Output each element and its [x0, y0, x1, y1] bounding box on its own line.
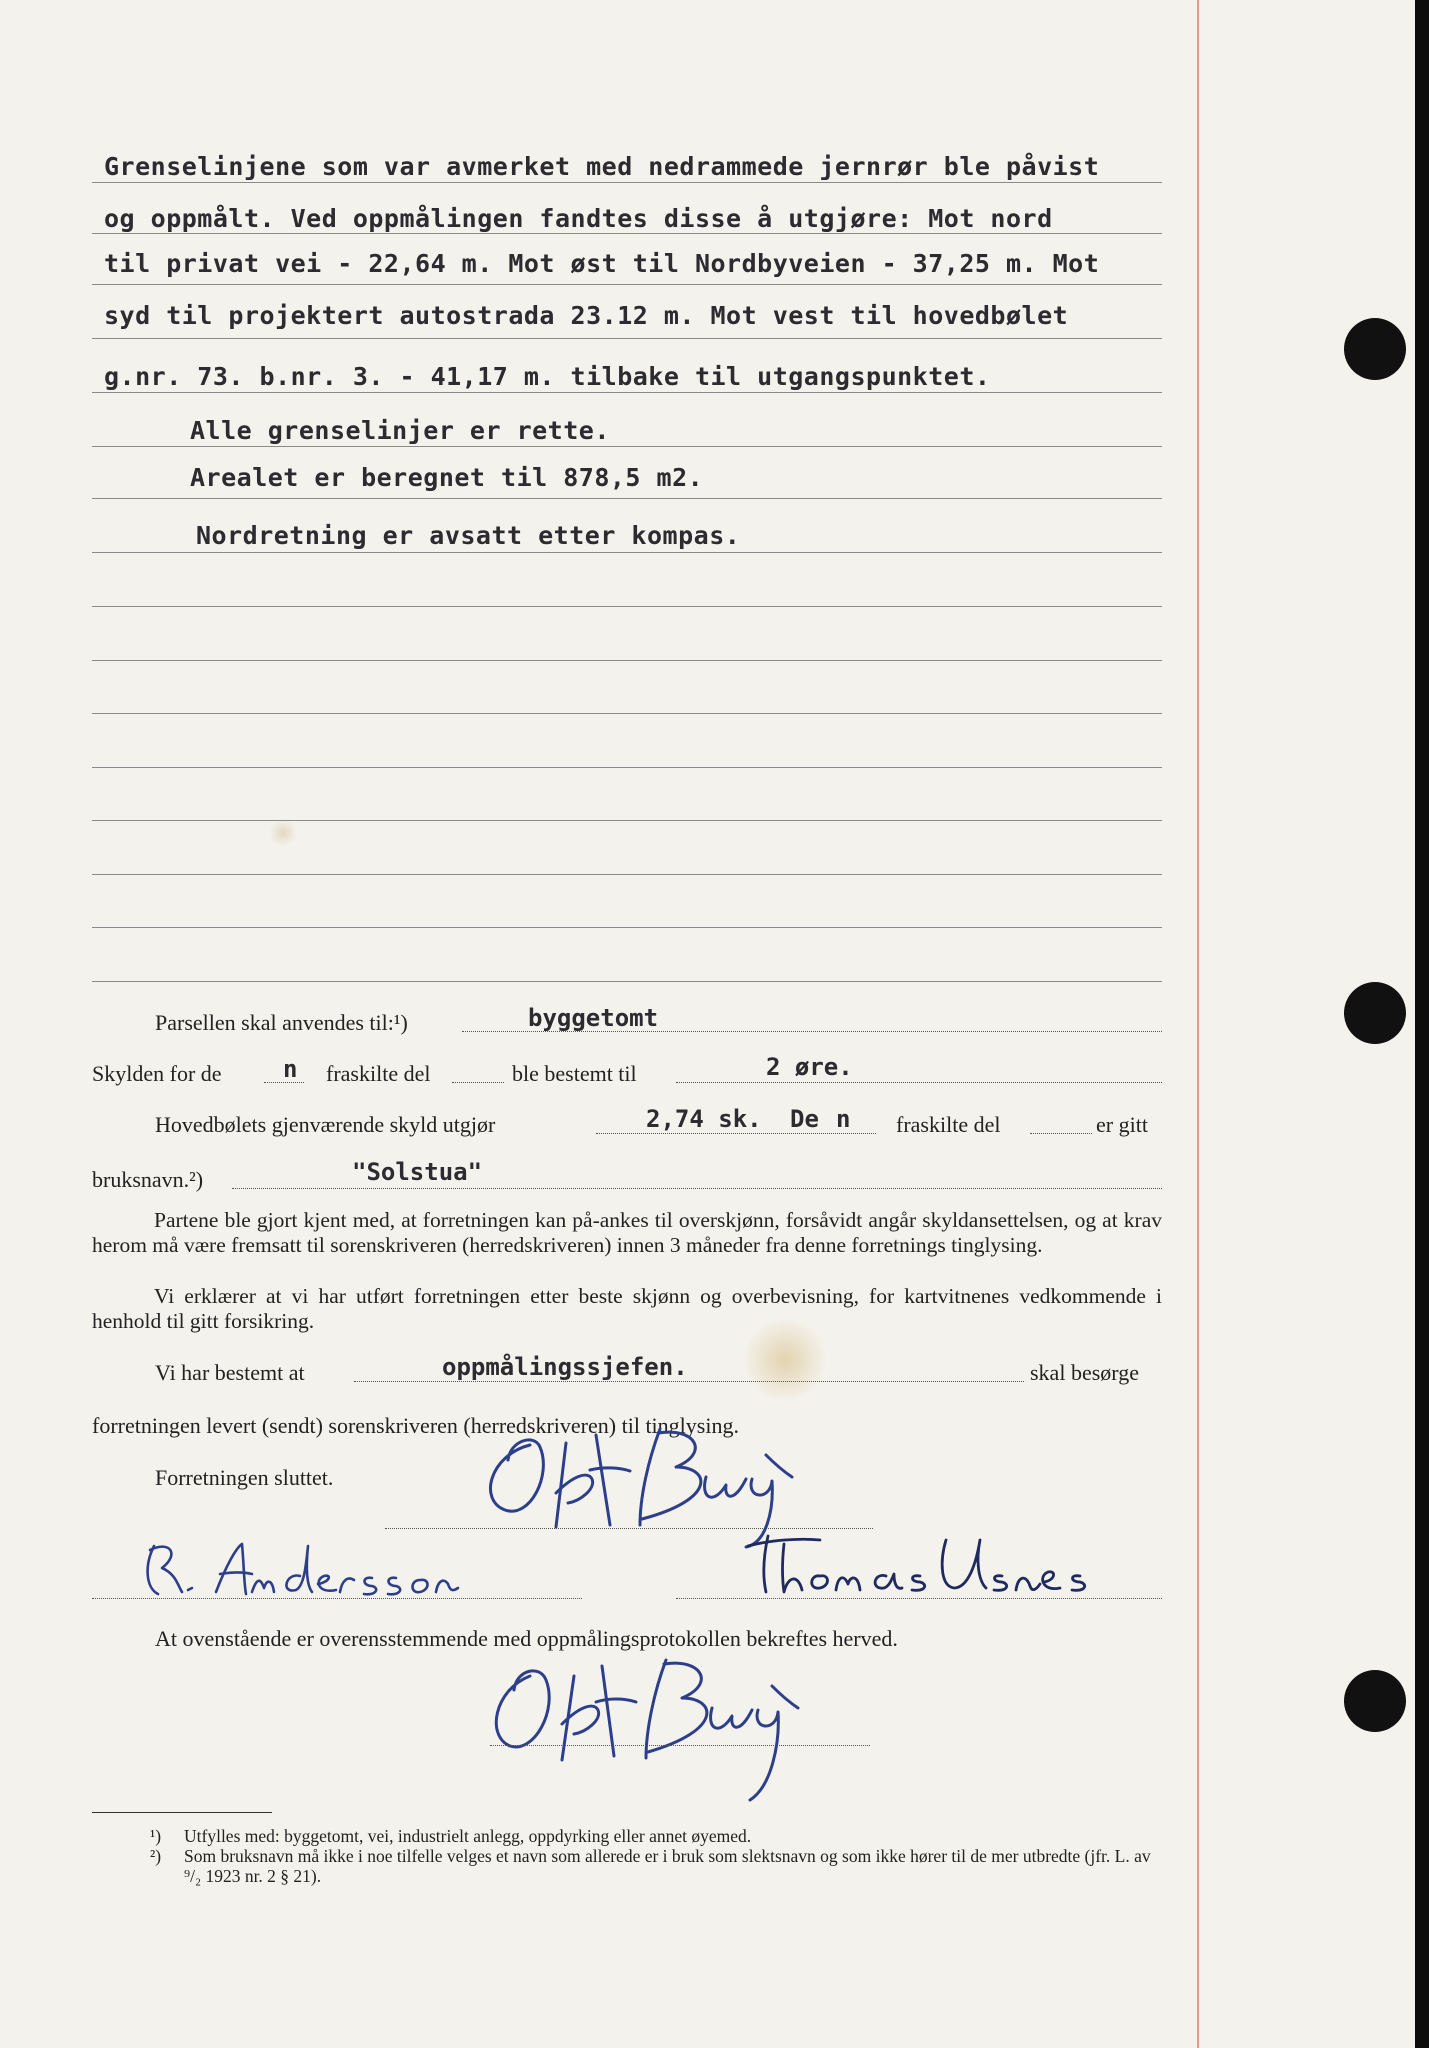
skylden-label-2: fraskilte del [326, 1061, 431, 1086]
bruksnavn-value: "Solstua" [352, 1158, 483, 1186]
footnote-mark: ¹) [150, 1826, 162, 1846]
footnote-text: Utfylles med: byggetomt, vei, industrielt anlegg, oppdyrking eller annet øyemed. [184, 1826, 752, 1846]
parsellen-label: Parsellen skal anvendes til:¹) [155, 1010, 408, 1035]
levert-line: forretningen levert (sendt) sorenskriveren (herredskriveren) til tinglysing. [92, 1413, 739, 1438]
typed-line: og oppmålt. Ved oppmålingen fandtes disse å utgjøre: Mot nord [104, 204, 1053, 233]
bestemt-value: oppmålingssjefen. [442, 1353, 688, 1381]
fill-line [232, 1188, 1162, 1189]
ruled-line [92, 498, 1162, 499]
ruled-line [92, 284, 1162, 285]
hovedbolet-prefix: De [790, 1105, 819, 1133]
punch-hole [1344, 1670, 1406, 1732]
bestemt-label-2: skal besørge [1030, 1360, 1139, 1385]
typed-line: Arealet er beregnet til 878,5 m2. [190, 463, 704, 492]
signature-andersson [140, 1536, 500, 1606]
punch-hole [1344, 318, 1406, 380]
ruled-line [92, 713, 1162, 714]
typed-line: g.nr. 73. b.nr. 3. - 41,17 m. tilbake til utgangspunktet. [104, 362, 991, 391]
hovedbolet-label-3: er gitt [1096, 1112, 1148, 1137]
ruled-line [92, 767, 1162, 768]
ruled-line [92, 446, 1162, 447]
bestemt-label: Vi har bestemt at [155, 1360, 305, 1385]
footnote-divider [92, 1812, 272, 1813]
hovedbolet-suffix: n [836, 1105, 851, 1133]
ruled-line [92, 552, 1162, 553]
typed-line: syd til projektert autostrada 23.12 m. Mot vest til hovedbølet [104, 301, 1069, 330]
appeal-paragraph: Partene ble gjort kjent med, at forretningen kan på-ankes til overskjønn, forsåvidt angår skyldansettelsen, og at krav herom må være fremsatt til sorenskriveren (herredskriveren) innen 3 måneder fra denne forretnings tinglysing. [92, 1208, 1162, 1257]
punch-hole [1344, 982, 1406, 1044]
ruled-line [92, 981, 1162, 982]
skylden-label-3: ble bestemt til [512, 1061, 637, 1086]
skylden-suffix: n [283, 1055, 298, 1083]
ruled-line [92, 392, 1162, 393]
typed-line: til privat vei - 22,64 m. Mot øst til Nordbyveien - 37,25 m. Mot [104, 249, 1100, 278]
fill-line [452, 1082, 504, 1083]
ruled-line [92, 233, 1162, 234]
scan-edge [1415, 0, 1429, 2048]
sluttet-label: Forretningen sluttet. [155, 1465, 334, 1490]
hovedbolet-label: Hovedbølets gjenværende skyld utgjør [155, 1112, 496, 1137]
attest-text: At ovenstående er overensstemmende med oppmålingsprotokollen bekreftes herved. [155, 1626, 898, 1651]
signature-usnes [740, 1530, 1120, 1600]
fill-line [596, 1133, 876, 1134]
ruled-line [92, 660, 1162, 661]
ruled-line [92, 182, 1162, 183]
ruled-line [92, 606, 1162, 607]
bruksnavn-label: bruksnavn.²) [92, 1167, 204, 1192]
signature-line [490, 1745, 870, 1746]
ruled-line [92, 338, 1162, 339]
signature-berg-2 [480, 1636, 860, 1806]
skylden-label: Skylden for de [92, 1061, 222, 1086]
fill-line [676, 1082, 1162, 1083]
ruled-line [92, 820, 1162, 821]
ruled-line [92, 927, 1162, 928]
declaration-paragraph: Vi erklærer at vi har utført forretningen etter beste skjønn og overbevisning, for kartvitnenes vedkommende i henhold til gitt forsikring. [92, 1284, 1162, 1333]
hovedbolet-label-2: fraskilte del [896, 1112, 1001, 1137]
ruled-line [92, 874, 1162, 875]
typed-line: Alle grenselinjer er rette. [190, 416, 610, 445]
typed-line: Grenselinjene som var avmerket med nedrammede jernrør ble påvist [104, 152, 1100, 181]
parsellen-value: byggetomt [528, 1004, 659, 1032]
margin-line [1197, 0, 1199, 2048]
typed-line: Nordretning er avsatt etter kompas. [196, 521, 741, 550]
paper-stain [270, 818, 296, 848]
fill-line [354, 1381, 1024, 1382]
skylden-value: 2 øre. [766, 1053, 853, 1081]
footnote-mark: ²) [150, 1846, 162, 1866]
fill-line [1030, 1133, 1092, 1134]
hovedbolet-value: 2,74 sk. [646, 1105, 762, 1133]
footnote-text: Som bruksnavn må ikke i noe tilfelle velges et navn som allerede er i bruk som slektsnavn og som ikke hører til de mer utbredte (jfr. L. av ⁹/₂ 1923 nr. 2 § 21). [184, 1846, 1151, 1886]
